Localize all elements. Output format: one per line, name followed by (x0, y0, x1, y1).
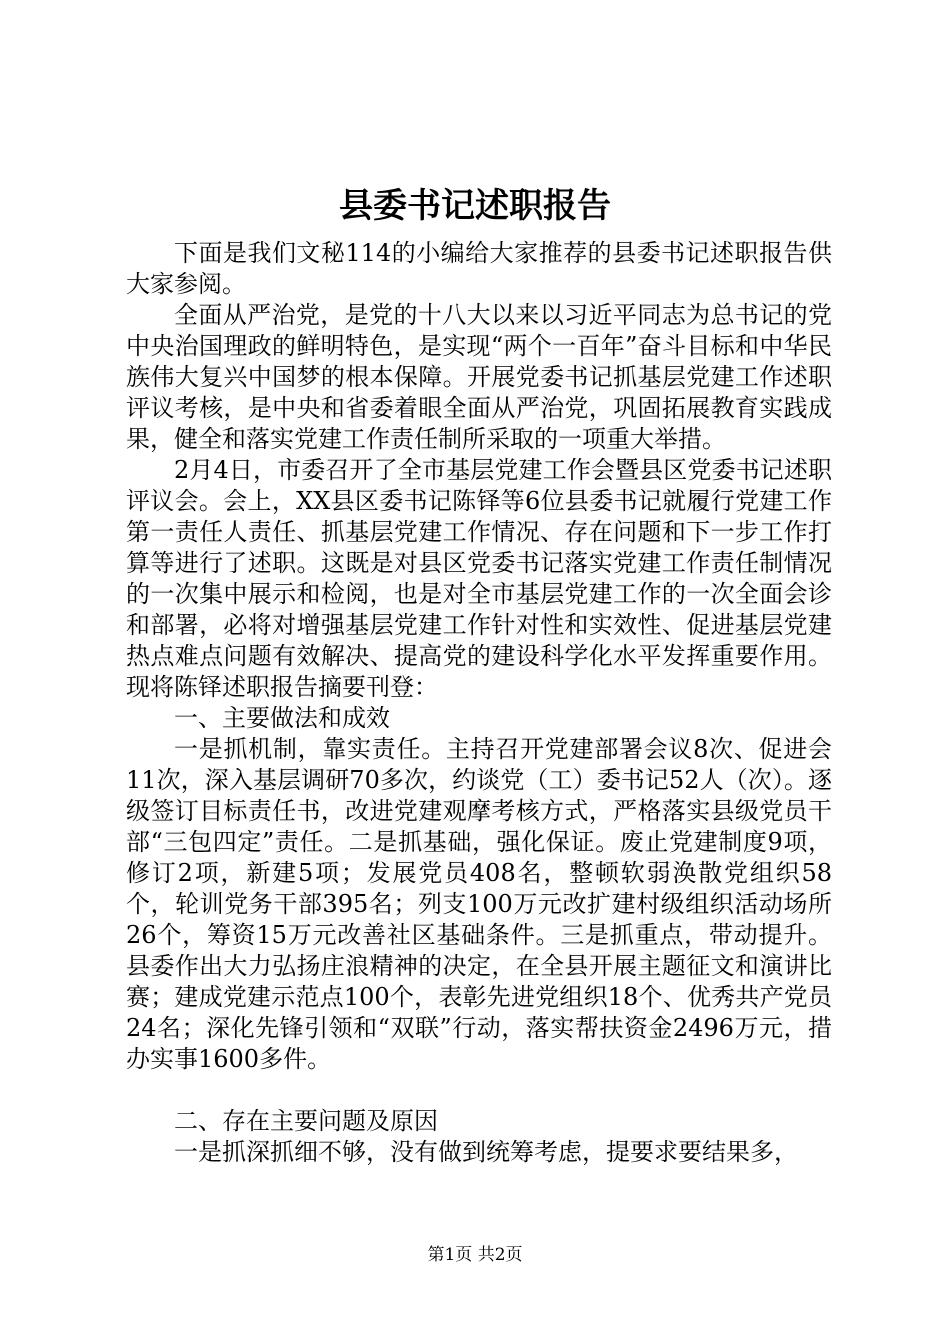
paragraph-problems: 一是抓深抓细不够，没有做到统筹考虑，提要求要结果多， (174, 1138, 798, 1166)
document-body (126, 238, 832, 1168)
paragraph-intro: 下面是我们文秘114的小编给大家推荐的县委书记述职报告供大家参阅。 (126, 239, 832, 298)
paragraph-achievements: 一是抓机制，靠实责任。主持召开党建部署会议8次、促进会11次，深入基层调研70多次，约谈党（工）委书记52人（次）。逐级签订目标责任书，改进党建观摩考核方式，严格落实县级党员干部“三包四定”责任。二是抓基础，强化保证。废止党建制度9项，修订2项，新建5项；发展党员408名，整顿软弱涣散党组织58个，轮训党务干部395名；列支100万元改扩建村级组织活动场所26个，筹资15万元改善社区基础条件。三是抓重点，带动提升。县委作出大力弘扬庄浪精神的决定，在全县开展主题征文和演讲比赛；建成党建示范点100个，表彰先进党组织18个、优秀共产党员24名；深化先锋引领和“双联”行动，落实帮扶资金2496万元，措办实事1600多件。 (126, 735, 832, 1073)
section-heading-1: 一、主要做法和成效 (174, 704, 390, 732)
paragraph-meeting: 2月4日，市委召开了全市基层党建工作会暨县区党委书记述职评议会。会上，XX县区委书记陈铎等6位县委书记就履行党建工作第一责任人责任、抓基层党建工作情况、存在问题和下一步工作打算等进行了述职。这既是对县区党委书记落实党建工作责任制情况的一次集中展示和检阅，也是对全市基层党建工作的一次全面会诊和部署，必将对增强基层党建工作针对性和实效性、促进基层党建热点难点问题有效解决、提高党的建设科学化水平发挥重要作用。现将陈铎述职报告摘要刊登： (126, 456, 832, 701)
section-heading-2: 二、存在主要问题及原因 (174, 1107, 438, 1135)
document-title: 县委书记述职报告 (339, 186, 611, 226)
page-number-footer: 第1页 共2页 (427, 1245, 523, 1265)
paragraph-background: 全面从严治党，是党的十八大以来以习近平同志为总书记的党中央治国理政的鲜明特色，是实现“两个一百年”奋斗目标和中华民族伟大复兴中国梦的根本保障。开展党委书记抓基层党建工作述职评议考核，是中央和省委着眼全面从严治党，巩固拓展教育实践成果，健全和落实党建工作责任制所采取的一项重大举措。 (126, 301, 832, 453)
